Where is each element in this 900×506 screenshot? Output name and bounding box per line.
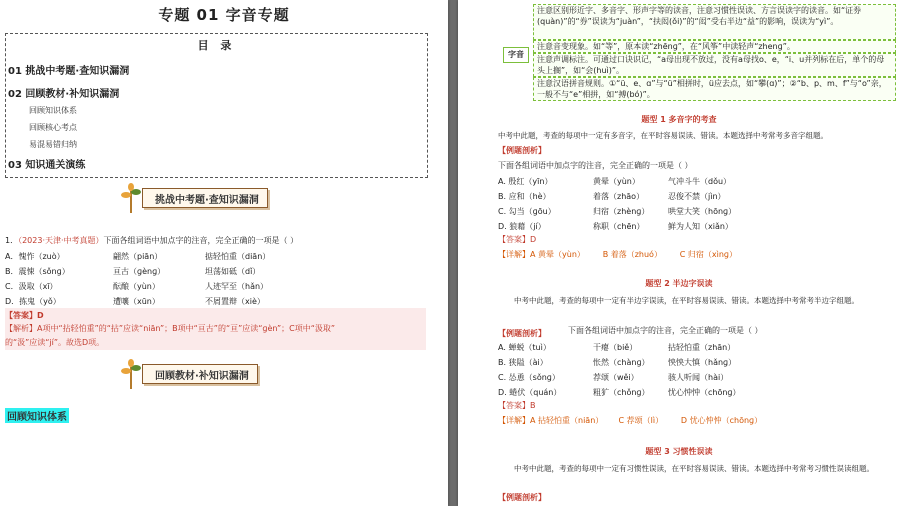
question-1-options <box>5 251 435 311</box>
t1-d-3: 鲜为人知（xiǎn） <box>668 222 733 231</box>
question-1-stem <box>5 235 435 246</box>
note-1: 注意区别形近字、多音字、形声字等的读音，注意习惯性误读、方言误读字的读音。如“证券(quàn)”的“券”误读为“juàn”，“扶闳(ǒi)”的“闳”受右半边“益”的影响，误读为“yì”。 <box>533 4 896 40</box>
option-a-2: 翩然（piān） <box>113 252 163 261</box>
t2-d-1: D. 蜷伏（quán） <box>498 388 562 397</box>
highlighted-heading: 回顾知识体系 <box>5 408 69 423</box>
type-1-detail: 【详解】A 黄晕（yùn） B 着落（zhuó） C 归宿（xìnɡ） <box>498 250 737 259</box>
option-c-3: 人迹罕至（hǎn） <box>205 282 269 291</box>
plant-icon <box>120 183 142 213</box>
option-c-2: 酝酿（yùn） <box>113 282 160 291</box>
toc-subitem-3[interactable]: 易混易错归纳 <box>29 140 77 149</box>
t2-b-3: 怏怏大慎（hǎnɡ） <box>668 358 737 367</box>
toc-item-3[interactable]: 03 知识通关演练 <box>8 160 86 171</box>
toc-subitem-2[interactable]: 回顾核心考点 <box>29 123 77 132</box>
question-text: 下面各组词语中加点字的注音，完全正确的一项是（ ） <box>103 236 299 245</box>
option-b-1: B．震悚（sǒnɡ） <box>5 267 70 276</box>
section-banner-2 <box>120 362 258 386</box>
t1-b-1: B. 应和（hè） <box>498 192 551 201</box>
type-2-options <box>498 342 888 402</box>
analysis-line-2: 的“汲”应读“jí”。故选D项。 <box>5 338 105 347</box>
note-4: 注意汉语拼音规则。①“ü、e、ɑ”与“ü”相拼时，ü应去点，如“攀(ɑ)”；②“b、p、m、f”与“o”亲，一般不与“e”相拼，如“搏(bó)”。 <box>533 77 896 101</box>
option-a-3: 掂轻怕重（diān） <box>205 252 271 261</box>
option-a-1: A．愧怍（zuò） <box>5 252 65 261</box>
t2-a-3: 拈轻怕重（zhān） <box>668 343 736 352</box>
t1-c-1: C. 勾当（ɡōu） <box>498 207 556 216</box>
banner-2-label: 回顾教材·补知识漏洞 <box>142 364 258 384</box>
t1-b-2: 着落（zhāo） <box>593 192 645 201</box>
t2-c-1: C. 怂恿（sǒnɡ） <box>498 373 560 382</box>
t2-d-3: 忧心忡忡（chōnɡ） <box>668 388 741 397</box>
section-banner-1 <box>120 186 268 210</box>
question-number: 1． <box>5 236 19 245</box>
toc-subitem-1[interactable]: 回顾知识体系 <box>29 106 77 115</box>
type-1-stem: 下面各组词语中加点字的注音，完全正确的一项是（ ） <box>498 161 693 170</box>
t1-c-3: 哄堂大笑（hōnɡ） <box>668 207 737 216</box>
answer-label: 【答案】D <box>5 311 44 320</box>
t1-d-2: 称职（chēn） <box>593 222 645 231</box>
type-2-answer: 【答案】B <box>498 401 536 410</box>
type-3-desc: 中考中此题，考查的每项中一定有习惯性误读，在平时容易误读、错读。本题选择中考常考习惯性误读组题。 <box>514 464 874 473</box>
type-2-stem: 下面各组词语中加点字的注音，完全正确的一项是（ ） <box>568 326 763 335</box>
question-source: （2023·天津·中考真题） <box>18 236 104 245</box>
banner-1-label: 挑战中考题·查知识漏洞 <box>142 188 268 208</box>
type-3-title: 题型 3 习惯性误读 <box>645 447 713 456</box>
t2-c-2: 荐颂（wěi） <box>593 373 639 382</box>
t2-c-3: 骇人听闻（hài） <box>668 373 729 382</box>
type-1-options <box>498 176 888 236</box>
t2-b-2: 怅然（chànɡ） <box>593 358 650 367</box>
t2-d-2: 粗犷（chǒnɡ） <box>593 388 650 397</box>
t2-a-1: A. 蝉蜕（tuì） <box>498 343 551 352</box>
type-1-title: 题型 1 多音字的考查 <box>641 115 717 124</box>
t1-a-3: 气冲斗牛（dǒu） <box>668 177 732 186</box>
category-tag: 字音 <box>503 47 529 63</box>
type-1-desc: 中考中此题，考查的每项中一定有多音字，在平时容易误读、错读。本题选择中考常考多音字组题。 <box>498 131 828 140</box>
document-title: 专题 01 字音专题 <box>158 6 290 24</box>
option-d-2: 遭嚷（xūn） <box>113 297 160 306</box>
note-2: 注意音变现象。如“等”，原本读“zhēnɡ”，在“风筝”中读轻声“zhenɡ”。 <box>533 40 896 53</box>
t1-a-2: 黄晕（yùn） <box>593 177 640 186</box>
type-1-answer: 【答案】D <box>498 235 537 244</box>
type-2-title: 题型 2 半边字误读 <box>645 279 713 288</box>
t2-a-2: 干瘪（biě） <box>593 343 638 352</box>
t1-d-1: D. 狼藉（jí） <box>498 222 546 231</box>
plant-icon <box>120 359 142 389</box>
option-b-3: 坦荡如砥（dǐ） <box>205 267 261 276</box>
option-b-2: 亘古（ɡènɡ） <box>113 267 166 276</box>
left-page <box>0 0 448 506</box>
toc-heading: 目 录 <box>197 39 236 52</box>
option-d-3: 不屑置辩（xiè） <box>205 297 265 306</box>
note-3: 注意声调标注。可通过口诀识记，“a母出现不放过，没有a母找o、e，“i、u并列标在后，单个的母头上搁”，如“会(huì)”。 <box>533 53 896 77</box>
option-c-1: C．汲取（xī） <box>5 282 58 291</box>
type-2-desc: 中考中此题，考查的每项中一定有半边字误读，在平时容易误读、错读。本题选择中考常考半边字组题。 <box>514 296 859 305</box>
analysis-line-1: 【解析】A项中“拈轻怕重”的“拈”应读“niān”；B项中“亘古”的“亘”应读“ɡèn”；C项中“汲取” <box>5 324 336 333</box>
right-page <box>458 0 900 506</box>
option-d-1: D．拣鬼（yǒ） <box>5 297 61 306</box>
table-of-contents <box>5 33 428 178</box>
type-2-detail: 【详解】A 拈轻怕重（niān） C 荐颂（lì） D 忧心忡忡（chōnɡ） <box>498 416 763 425</box>
type-3-label: 【例题剖析】 <box>498 493 546 502</box>
type-2-label: 【例题剖析】 <box>498 329 546 338</box>
t1-c-2: 归宿（zhènɡ） <box>593 207 650 216</box>
t1-b-3: 忍俊不禁（jìn） <box>668 192 726 201</box>
t1-a-1: A. 殷红（yīn） <box>498 177 553 186</box>
type-1-label: 【例题剖析】 <box>498 146 546 155</box>
t2-b-1: B. 狭隘（ài） <box>498 358 548 367</box>
toc-item-2[interactable]: 02 回顾教材·补知识漏洞 <box>8 89 120 100</box>
toc-item-1[interactable]: 01 挑战中考题·查知识漏洞 <box>8 66 130 77</box>
